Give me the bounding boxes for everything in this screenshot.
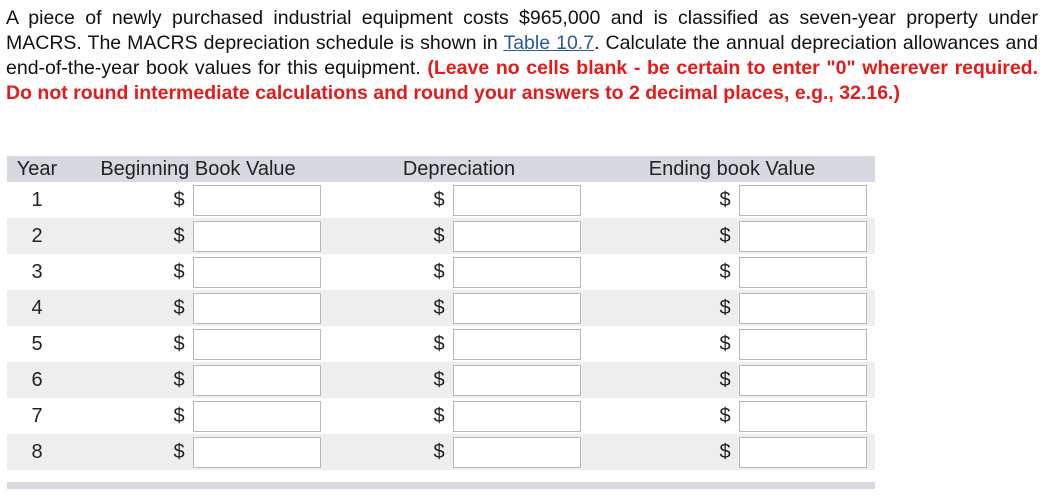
ending-cell [589,182,875,218]
ending-input[interactable] [739,329,867,360]
table-footer-bar [7,482,875,489]
depreciation-input[interactable] [453,437,581,468]
depreciation-cell [329,398,589,434]
year-cell: 5 [31,332,43,355]
ending-cell [589,362,875,398]
dollar-sign: $ [433,404,445,427]
ending-input[interactable] [739,221,867,252]
dollar-sign: $ [433,368,445,391]
dollar-sign: $ [173,404,185,427]
year-cell: 1 [31,188,43,211]
depreciation-cell [329,290,589,326]
dollar-sign: $ [173,260,185,283]
dollar-sign: $ [433,188,445,211]
ending-input[interactable] [739,365,867,396]
header-beginning-book-value: Beginning Book Value [67,156,329,182]
dollar-sign: $ [719,332,731,355]
ending-input[interactable] [739,293,867,324]
depreciation-cell [329,362,589,398]
dollar-sign: $ [433,440,445,463]
table-row [7,254,875,290]
year-cell: 3 [31,260,43,283]
table-row [7,290,875,326]
dollar-sign: $ [173,368,185,391]
question-intro: A piece of newly purchased industrial equipment costs $965,000 and is classified as seven-year property under MACRS. The MACRS depreciation schedule is shown in [6,7,1038,54]
table-body [7,182,875,470]
ending-cell [589,254,875,290]
dollar-sign: $ [433,296,445,319]
beginning-input[interactable] [193,221,321,252]
ending-input[interactable] [739,257,867,288]
dollar-sign: $ [719,224,731,247]
header-depreciation: Depreciation [329,156,589,182]
table-row [7,182,875,218]
dollar-sign: $ [173,188,185,211]
question-text [6,6,1038,106]
dollar-sign: $ [173,296,185,319]
beginning-input[interactable] [193,185,321,216]
header-ending-book-value: Ending book Value [589,156,875,182]
dollar-sign: $ [433,224,445,247]
beginning-cell [67,362,329,398]
depreciation-input[interactable] [453,221,581,252]
dollar-sign: $ [719,440,731,463]
dollar-sign: $ [719,368,731,391]
beginning-cell [67,434,329,470]
ending-cell [589,218,875,254]
table-row [7,362,875,398]
dollar-sign: $ [433,332,445,355]
year-cell: 7 [31,404,43,427]
beginning-cell [67,398,329,434]
table-10-7-link[interactable]: Table 10.7 [503,32,595,54]
question-body: . Calculate the annual depreciation allowances and end-of-the-year book values for this equipment. [6,32,1038,79]
ending-input[interactable] [739,437,867,468]
depreciation-input[interactable] [453,329,581,360]
dollar-sign: $ [173,224,185,247]
depreciation-input[interactable] [453,365,581,396]
ending-cell [589,434,875,470]
depreciation-input[interactable] [453,401,581,432]
table-row [7,326,875,362]
beginning-input[interactable] [193,293,321,324]
beginning-input[interactable] [193,365,321,396]
beginning-cell [67,182,329,218]
ending-input[interactable] [739,401,867,432]
depreciation-table [7,156,875,470]
dollar-sign: $ [719,260,731,283]
depreciation-cell [329,182,589,218]
beginning-input[interactable] [193,257,321,288]
dollar-sign: $ [719,188,731,211]
depreciation-input[interactable] [453,185,581,216]
year-cell: 8 [7,434,67,470]
depreciation-input[interactable] [453,293,581,324]
dollar-sign: $ [173,440,185,463]
table-row [7,398,875,434]
beginning-cell [67,218,329,254]
beginning-cell [67,254,329,290]
depreciation-cell [329,434,589,470]
beginning-input[interactable] [193,329,321,360]
table-header-row [7,156,875,182]
entry-instructions: (Leave no cells blank - be certain to enter "0" wherever required. Do not round intermediate calculations and round your answers to 2 decimal places, e.g., 32.16.) [6,57,1039,104]
depreciation-input[interactable] [453,257,581,288]
year-cell: 4 [7,290,67,326]
ending-input[interactable] [739,185,867,216]
beginning-input[interactable] [193,437,321,468]
table-row [7,434,875,470]
depreciation-cell [329,218,589,254]
dollar-sign: $ [719,296,731,319]
ending-cell [589,398,875,434]
dollar-sign: $ [719,404,731,427]
year-cell: 2 [7,218,67,254]
beginning-cell [67,326,329,362]
header-year: Year [7,156,67,182]
beginning-input[interactable] [193,401,321,432]
depreciation-cell [329,254,589,290]
ending-cell [589,326,875,362]
ending-cell [589,290,875,326]
dollar-sign: $ [173,332,185,355]
year-cell: 6 [7,362,67,398]
depreciation-cell [329,326,589,362]
beginning-cell [67,290,329,326]
dollar-sign: $ [433,260,445,283]
table-row [7,218,875,254]
